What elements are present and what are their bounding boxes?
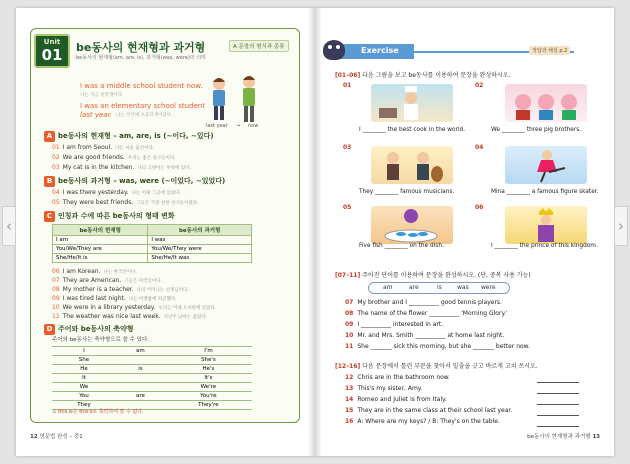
example-line: 04 I was there yesterday. 나는 어제 그곳에 있었다. — [52, 189, 181, 196]
item-number: 04 — [475, 144, 484, 151]
table-row: I am I'm — [52, 347, 252, 356]
item-number: 03 — [343, 144, 352, 151]
answer-blank[interactable] — [537, 382, 579, 383]
next-page-button[interactable] — [614, 206, 628, 246]
example-line: 08 My mother is a teacher. 나의 어머니는 선생님이다. — [52, 286, 189, 293]
lesson-title: be동사의 현재형과 과거형 — [76, 41, 206, 54]
table-row: We We're — [52, 383, 252, 392]
table-row: It It's — [52, 374, 252, 383]
question-header-1: [01–06] 다음 그림을 보고 be동사를 이용하여 문장을 완성하시오. — [335, 72, 511, 79]
word-option: are — [409, 284, 419, 291]
word-option: were — [481, 284, 496, 291]
item-sentence: We ________ three pig brothers. — [491, 127, 582, 133]
section-a-title: A be동사의 현재형 – am, are, is (~이다, ~있다) — [44, 131, 214, 142]
correction-line: 14 Romeo and Juliet is from Italy. — [345, 396, 447, 403]
intro-sentence-2b: last year. — [80, 111, 113, 119]
table-row: They They're — [52, 401, 252, 410]
word-option: am — [383, 284, 393, 291]
left-page — [16, 8, 315, 456]
intro-korean-1: 나는 지금 중학생이다. — [80, 93, 124, 98]
chevron-left-icon: ‹ — [6, 217, 12, 235]
example-line: 05 They were best friends. 그들은 가장 친한 친구들이었다. — [52, 199, 199, 206]
example-line: 03 My cat is in the kitchen. 나의 고양이는 부엌에 있다. — [52, 164, 191, 171]
item-sentence: I ________ the best cook in the world. — [359, 127, 466, 133]
answer-blank[interactable] — [537, 426, 579, 427]
intro-sentence-2: I was an elementary school student — [80, 102, 205, 110]
correction-line: 16 A: Where are my keys? / B: They's on the table. — [345, 418, 500, 425]
word-option: was — [457, 284, 469, 291]
item-sentence: Mina ________ a famous figure skater. — [491, 189, 599, 195]
item-number: 02 — [475, 82, 484, 89]
section-c-title: C 인칭과 수에 따른 be동사의 형태 변화 — [44, 211, 175, 222]
page-number-right: be동사의 현재형과 과거형 13 — [527, 434, 600, 440]
question-header-2: [07–11] 주어진 단어를 이용하여 문장을 완성하시오. (단, 중복 사용 가능) — [335, 272, 531, 279]
answer-key-tag: 정답과 해설 p.2 — [529, 46, 570, 55]
unit-number: 01 — [41, 46, 63, 64]
section-b-badge: B — [44, 176, 55, 187]
table-row: You are You're — [52, 392, 252, 401]
example-line: 09 I was tired last night. 나는 어젯밤에 피곤했다. — [52, 295, 177, 302]
section-a-badge: A — [44, 131, 55, 142]
correction-line: 15 They are in the same class at their school last year. — [345, 407, 513, 414]
correction-line: 13 This's my sister, Amy. — [345, 385, 423, 392]
fill-line: 07 My brother and I __________ good tennis players. — [345, 299, 502, 306]
chapter-tag: A 문장의 형식과 종류 — [229, 40, 289, 52]
example-line: 01 I am from Seoul. 나는 서울 출신이다. — [52, 144, 155, 151]
example-line: 10 We were in a library yesterday. 우리는 어제 도서관에 있었다. — [52, 304, 217, 311]
section-d-badge: D — [44, 324, 55, 335]
table-row: I am I was — [53, 236, 252, 245]
book-spread — [16, 8, 614, 456]
fill-line: 09 I __________ interested in art. — [345, 321, 444, 328]
page-number-left: 12 영문법 완성 – 중1 — [30, 434, 83, 440]
example-line: 06 I am Korean. 나는 한국인이다. — [52, 268, 137, 275]
example-line: 07 They are American. 그들은 미국인이다. — [52, 277, 162, 284]
fill-line: 10 Mr. and Mrs. Smith __________ at home last night. — [345, 332, 505, 339]
section-b-title: B be동사의 과거형 – was, were (~이었다, ~있었다) — [44, 176, 225, 187]
answer-blank[interactable] — [537, 393, 579, 394]
intro-sentence-1: I was a middle school student now. — [80, 82, 203, 90]
chef-picture — [371, 84, 453, 122]
question-header-3: [12–16] 다음 문장에서 틀린 부분을 찾아서 밑줄을 긋고 바르게 고쳐 쓰시오. — [335, 363, 538, 370]
intro-korean-2: 나는 작년에 초등학생이었다. — [116, 113, 173, 118]
table-row: He is He's — [52, 365, 252, 374]
table-row: She/He/It is She/He/It was — [53, 254, 252, 263]
timeline-last-year: last year — [206, 123, 228, 129]
boy-illustration — [201, 74, 271, 126]
item-number: 05 — [343, 204, 352, 211]
item-sentence: They ________ famous musicians. — [359, 189, 455, 195]
item-sentence: Five fish ________ on the dish. — [359, 243, 444, 249]
right-page — [315, 8, 614, 456]
three-pigs-picture — [505, 84, 587, 122]
answer-blank[interactable] — [537, 404, 579, 405]
exercise-banner: Exercise — [331, 44, 414, 59]
section-d-title: D 주어와 be동사의 축약형 — [44, 324, 134, 335]
fill-line: 08 The name of the flower __________ 'Morning Glory.' — [345, 310, 508, 317]
example-line: 02 We are good friends. 우리는 좋은 친구들이다. — [52, 154, 176, 161]
figure-skater-picture — [505, 146, 587, 184]
unit-label: Unit — [43, 38, 61, 46]
contraction-table — [52, 346, 252, 410]
fish-dish-picture — [371, 206, 453, 244]
chevron-right-icon: › — [618, 217, 624, 235]
table-row: She She's — [52, 356, 252, 365]
prince-picture — [505, 206, 587, 244]
answer-blank[interactable] — [537, 415, 579, 416]
correction-line: 12 Chris are in the bathroom now. — [345, 374, 451, 381]
warning-note: ⚠ this is는 this's로 축약하여 쓸 수 없다. — [52, 409, 144, 415]
timeline-arrow: → — [236, 123, 241, 129]
timeline-now: now — [248, 123, 259, 129]
section-d-description: 주어와 be동사는 축약형으로 쓸 수 있다. — [52, 337, 150, 343]
mascot-icon — [323, 40, 345, 60]
be-verb-form-table: be동사의 현재형 be동사의 과거형 I am I was You/We/They are You/We/They were She/He/It is She/He/It was — [52, 224, 252, 263]
musicians-picture — [371, 146, 453, 184]
example-line: 11 The weather was nice last week. 지난주 날씨는 좋았다. — [52, 313, 208, 320]
prev-page-button[interactable] — [2, 206, 16, 246]
item-number: 06 — [475, 204, 484, 211]
item-number: 01 — [343, 82, 352, 89]
unit-badge — [34, 34, 70, 68]
section-c-badge: C — [44, 211, 55, 222]
word-box — [368, 282, 510, 294]
item-sentence: I ________ the prince of this kingdom. — [491, 243, 598, 249]
word-option: is — [437, 284, 442, 291]
table-row: You/We/They are You/We/They were — [53, 245, 252, 254]
fill-line: 11 She _______ sick this morning, but she _______ better now. — [345, 343, 530, 350]
lesson-subtitle: be동사의 현재형(am, are, is), 과거형(was, were)의 의미 — [76, 55, 206, 61]
